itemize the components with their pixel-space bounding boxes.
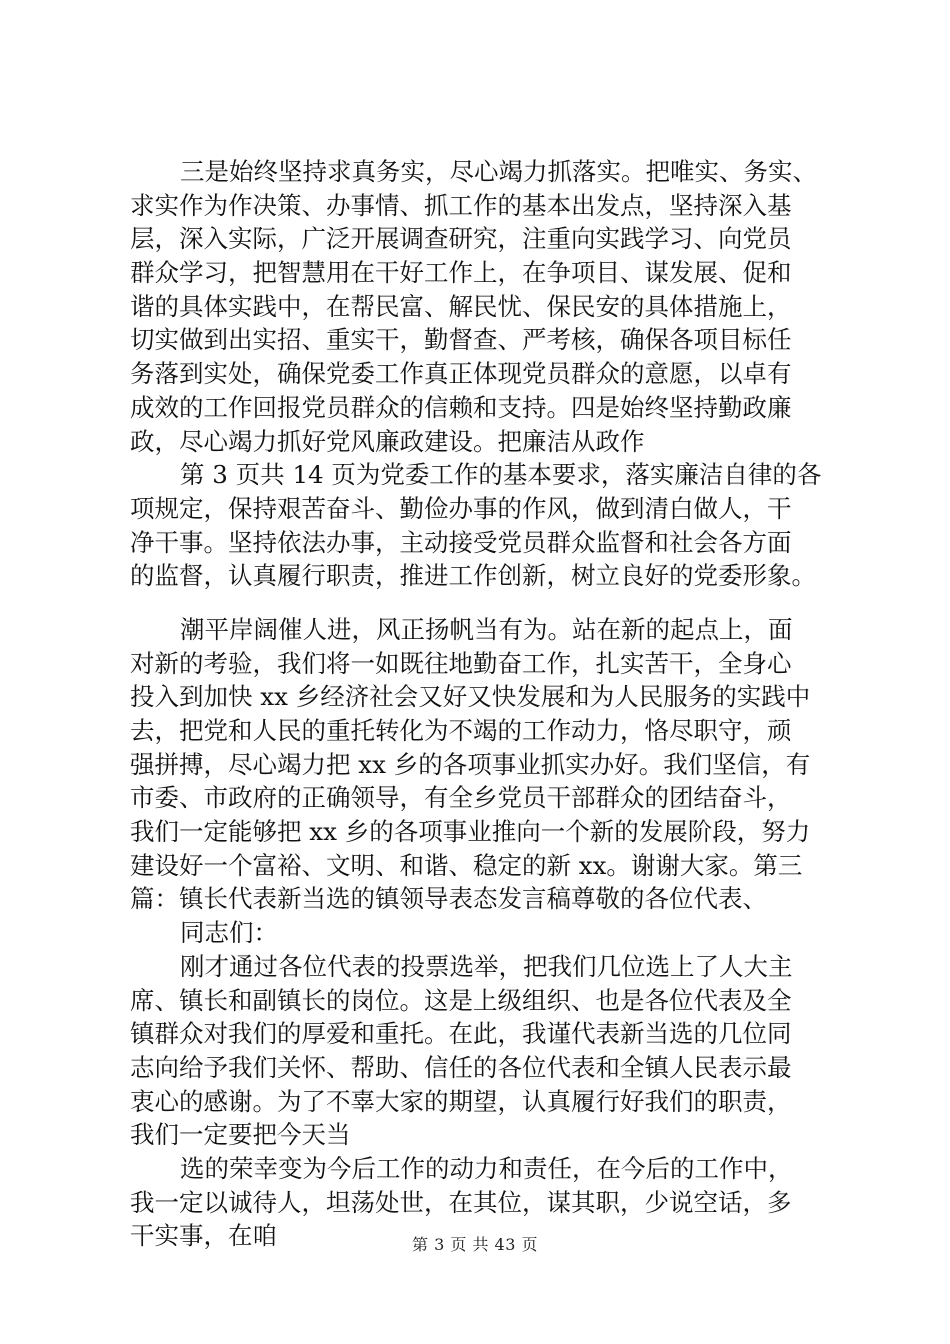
text-line: 刚才通过各位代表的投票选举，把我们几位选上了人大主: [180, 951, 793, 981]
text-line: 建设好一个富裕、文明、和谐、稳定的新 xx。谢谢大家。第三: [130, 850, 803, 880]
text-line: 篇：镇长代表新当选的镇领导表态发言稿尊敬的各位代表、: [130, 884, 767, 914]
text-line: 我们一定能够把 xx 乡的各项事业推向一个新的发展阶段，努力: [130, 817, 811, 847]
text-line: 项规定，保持艰苦奋斗、勤俭办事的作风，做到清白做人，干: [130, 493, 792, 523]
text-line: 我一定以诚待人，坦荡处世，在其位，谋其职，少说空话，多: [130, 1187, 792, 1217]
text-line: 衷心的感谢。为了不辜大家的期望，认真履行好我们的职责，: [130, 1086, 792, 1116]
paragraph: [130, 613, 830, 916]
text-line: 三是始终坚持求真务实，尽心竭力抓落实。把唯实、务实、: [180, 157, 817, 186]
text-line: 潮平岸阔催人进，风正扬帆当有为。站在新的起点上，面: [180, 614, 793, 644]
text-line: 第 3 页共 14 页为党委工作的基本要求，落实廉洁自律的各: [180, 460, 822, 490]
text-line: 干实事，在咱: [130, 1221, 277, 1251]
text-line: 对新的考验，我们将一如既往地勤奋工作，扎实苦干，全身心: [130, 648, 792, 678]
text-line: 政，尽心竭力抓好党风廉政建设。把廉洁从政作: [130, 426, 645, 456]
text-line: 强拼搏，尽心竭力把 xx 乡的各项事业抓实办好。我们坚信，有: [130, 749, 811, 779]
text-line: 镇群众对我们的厚爱和重托。在此，我谨代表新当选的几位同: [130, 1019, 792, 1049]
paragraph: [130, 916, 830, 950]
text-line: 求实作为作决策、办事情、抓工作的基本出发点，坚持深入基: [130, 190, 792, 220]
text-line: 务落到实处，确保党委工作真正体现党员群众的意愿，以卓有: [130, 359, 792, 389]
text-line: 选的荣幸变为今后工作的动力和责任，在今后的工作中，: [180, 1153, 793, 1183]
text-line: 市委、市政府的正确领导，有全乡党员干部群众的团结奋斗，: [130, 783, 792, 813]
paragraph-spacer: [130, 593, 830, 613]
text-line: 成效的工作回报党员群众的信赖和支持。四是始终坚持勤政廉: [130, 392, 792, 422]
text-line: 去，把党和人民的重托转化为不竭的工作动力，恪尽职守，顽: [130, 716, 792, 745]
document-body: [130, 155, 830, 1253]
text-line: 切实做到出实招、重实干，勤督查、严考核，确保各项目标任: [130, 325, 792, 355]
text-line: 投入到加快 xx 乡经济社会又好又快发展和为人民服务的实践中: [130, 682, 811, 712]
paragraph: [130, 458, 830, 593]
text-line: 群众学习，把智慧用在干好工作上，在争项目、谋发展、促和: [130, 258, 792, 288]
text-line: 志向给予我们关怀、帮助、信任的各位代表和全镇人民表示最: [130, 1052, 792, 1082]
page-footer: [0, 1232, 950, 1255]
text-line: 席、镇长和副镇长的岗位。这是上级组织、也是各位代表及全: [130, 985, 792, 1015]
text-line: 净干事。坚持依法办事，主动接受党员群众监督和社会各方面: [130, 527, 792, 557]
text-line: 谐的具体实践中，在帮民富、解民忧、保民安的具体措施上，: [130, 291, 792, 321]
page-number-label: 第 3 页 共 43 页: [412, 1235, 538, 1254]
text-line: 我们一定要把今天当: [130, 1120, 351, 1150]
paragraph: [130, 155, 830, 458]
text-line: 的监督，认真履行职责，推进工作创新，树立良好的党委形象。: [130, 561, 816, 591]
paragraph: [130, 950, 830, 1152]
text-line: 层，深入实际，广泛开展调查研究，注重向实践学习、向党员: [130, 224, 792, 254]
text-line: 同志们：: [180, 918, 278, 948]
